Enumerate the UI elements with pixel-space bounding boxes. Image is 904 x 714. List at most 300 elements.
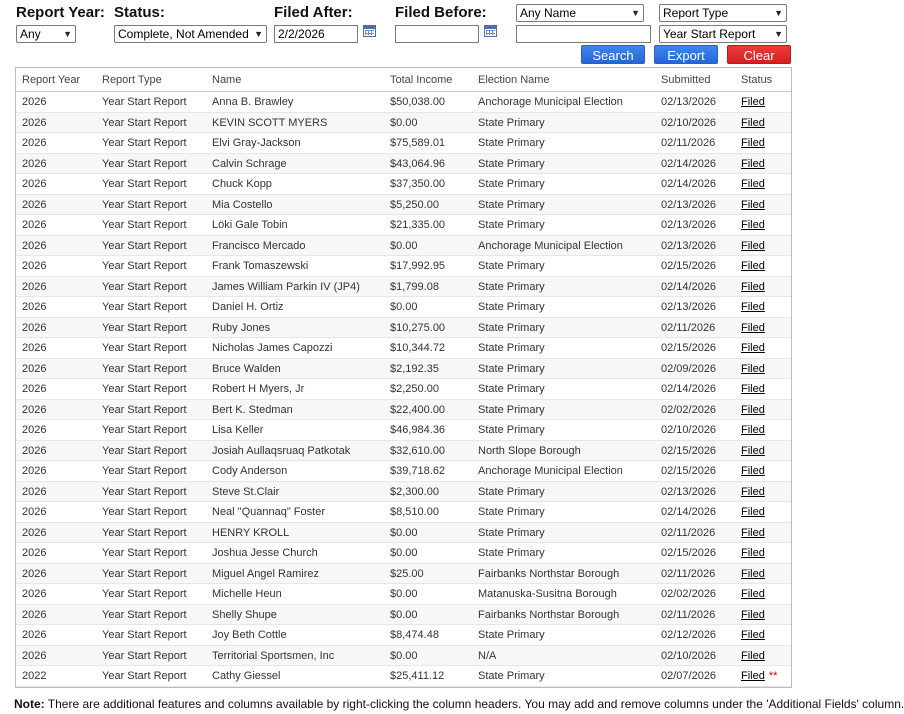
cell-submitted: 02/02/2026 — [661, 588, 717, 600]
cell-submitted: 02/15/2026 — [661, 465, 717, 477]
cell-report-type: Year Start Report — [102, 649, 187, 662]
cell-submitted: 02/13/2026 — [661, 485, 717, 498]
table-row[interactable] — [16, 400, 791, 421]
cell-status — [741, 174, 765, 194]
cell-total-income: $1,799.08 — [390, 280, 439, 293]
cell-submitted: 02/11/2026 — [661, 567, 716, 580]
cell-report-year: 2026 — [22, 178, 47, 190]
cell-submitted: 02/14/2026 — [661, 383, 717, 395]
cell-election-name: Anchorage Municipal Election — [478, 465, 623, 477]
cell-election-name: State Primary — [478, 157, 545, 170]
report-year-select[interactable] — [16, 25, 76, 43]
cell-submitted: 02/12/2026 — [661, 629, 717, 641]
cell-total-income: $0.00 — [390, 301, 418, 313]
table-row[interactable] — [16, 543, 791, 564]
status-link[interactable]: Filed — [741, 567, 765, 580]
cell-submitted: 02/10/2026 — [661, 649, 717, 662]
cell-report-year: 2026 — [22, 96, 47, 108]
status-link[interactable]: Filed — [741, 526, 765, 539]
cell-election-name: State Primary — [478, 260, 545, 272]
report-type-filter-select[interactable] — [659, 4, 787, 22]
table-row[interactable] — [16, 379, 791, 400]
cell-report-type: Year Start Report — [102, 547, 187, 559]
status-link[interactable]: Filed — [741, 465, 765, 477]
cell-total-income: $0.00 — [390, 649, 418, 662]
cell-total-income: $46,984.36 — [390, 424, 446, 436]
filed-before-calendar-icon[interactable] — [484, 25, 497, 37]
cell-report-type: Year Start Report — [102, 383, 187, 395]
cell-report-year: 2026 — [22, 485, 47, 498]
cell-report-type: Year Start Report — [102, 567, 187, 580]
cell-report-type: Year Start Report — [102, 137, 187, 149]
report-year-label: Report Year: — [16, 4, 105, 21]
cell-report-type: Year Start Report — [102, 588, 187, 600]
cell-report-year: 2026 — [22, 547, 47, 559]
cell-name: Bruce Walden — [212, 362, 281, 375]
table-row[interactable] — [16, 133, 791, 154]
cell-name: Neal "Quannaq" Foster — [212, 506, 325, 518]
status-link[interactable]: Filed — [741, 137, 765, 149]
note-label: Note: — [14, 697, 45, 711]
cell-election-name: State Primary — [478, 342, 545, 354]
cell-name: HENRY KROLL — [212, 526, 290, 539]
status-link[interactable]: Filed — [741, 198, 765, 211]
cell-total-income: $25,411.12 — [390, 670, 445, 682]
cell-report-type: Year Start Report — [102, 424, 187, 436]
cell-report-type: Year Start Report — [102, 403, 187, 416]
cell-report-year: 2026 — [22, 116, 47, 129]
table-row[interactable] — [16, 461, 791, 482]
cell-submitted: 02/13/2026 — [661, 239, 717, 252]
report-type-filter-select-value: Report Type — [663, 6, 729, 20]
table-row[interactable] — [16, 666, 791, 687]
cell-election-name: State Primary — [478, 219, 545, 231]
column-header-status[interactable]: Status — [741, 74, 773, 86]
cell-report-type: Year Start Report — [102, 608, 187, 621]
cell-election-name: State Primary — [478, 280, 545, 293]
cell-name: Territorial Sportsmen, Inc — [212, 649, 335, 662]
status-link[interactable]: Filed — [741, 280, 765, 293]
cell-total-income: $10,275.00 — [390, 321, 446, 334]
filed-before-label: Filed Before: — [395, 4, 487, 21]
cell-name: Shelly Shupe — [212, 608, 277, 621]
cell-election-name: State Primary — [478, 424, 545, 436]
results-grid — [15, 67, 792, 688]
cell-total-income: $0.00 — [390, 608, 418, 621]
cell-total-income: $17,992.95 — [390, 260, 446, 272]
cell-report-year: 2022 — [22, 670, 47, 682]
cell-name: Cathy Giessel — [212, 670, 281, 682]
chevron-down-icon: ▼ — [631, 8, 640, 18]
cell-status — [741, 277, 765, 297]
cell-total-income: $8,510.00 — [390, 506, 439, 518]
status-link[interactable]: Filed — [741, 506, 765, 518]
cell-status — [741, 195, 765, 215]
cell-report-type: Year Start Report — [102, 465, 187, 477]
cell-report-type: Year Start Report — [102, 321, 187, 334]
status-link[interactable]: Filed — [741, 670, 765, 682]
cell-election-name: State Primary — [478, 547, 545, 559]
cell-report-year: 2026 — [22, 629, 47, 641]
cell-name: Frank Tomaszewski — [212, 260, 309, 272]
cell-submitted: 02/11/2026 — [661, 137, 716, 149]
cell-report-year: 2026 — [22, 301, 47, 313]
status-link[interactable]: Filed — [741, 444, 765, 457]
note-text: There are additional features and columns available by right-clicking the column headers. You may add and remove columns under the 'Additional Fields' column. — [47, 697, 904, 711]
cell-submitted: 02/02/2026 — [661, 403, 717, 416]
cell-submitted: 02/11/2026 — [661, 526, 716, 539]
cell-name: Chuck Kopp — [212, 178, 272, 190]
column-header-name[interactable]: Name — [212, 74, 242, 86]
cell-name: Daniel H. Ortiz — [212, 301, 284, 313]
cell-submitted: 02/15/2026 — [661, 547, 717, 559]
cell-report-type: Year Start Report — [102, 219, 187, 231]
cell-report-year: 2026 — [22, 362, 47, 375]
cell-submitted: 02/07/2026 — [661, 670, 717, 682]
cell-total-income: $0.00 — [390, 588, 418, 600]
cell-submitted: 02/15/2026 — [661, 444, 717, 457]
table-row[interactable] — [16, 646, 791, 667]
report-type-select[interactable] — [659, 25, 787, 43]
cell-total-income: $39,718.62 — [390, 465, 446, 477]
cell-total-income: $0.00 — [390, 547, 418, 559]
cell-report-year: 2026 — [22, 403, 47, 416]
cell-report-year: 2026 — [22, 567, 47, 580]
cell-election-name: Anchorage Municipal Election — [478, 239, 623, 252]
cell-submitted: 02/11/2026 — [661, 608, 716, 621]
cell-election-name: State Primary — [478, 362, 545, 375]
amended-flag-marker: ** — [768, 670, 778, 682]
cell-report-year: 2026 — [22, 260, 47, 272]
status-link[interactable]: Filed — [741, 383, 765, 395]
cell-election-name: State Primary — [478, 485, 545, 498]
cell-status — [741, 482, 765, 502]
cell-total-income: $0.00 — [390, 239, 418, 252]
cell-report-year: 2026 — [22, 280, 47, 293]
cell-total-income: $5,250.00 — [390, 198, 439, 211]
table-row[interactable] — [16, 113, 791, 134]
cell-status — [741, 564, 765, 584]
cell-total-income: $75,589.01 — [390, 137, 446, 149]
status-link[interactable]: Filed — [741, 321, 765, 334]
cell-status — [741, 646, 765, 666]
cell-report-year: 2026 — [22, 649, 47, 662]
cell-submitted: 02/11/2026 — [661, 321, 716, 334]
status-link[interactable]: Filed — [741, 178, 765, 190]
filed-after-label: Filed After: — [274, 4, 353, 21]
cell-election-name: State Primary — [478, 116, 545, 129]
cell-status — [741, 461, 765, 481]
cell-election-name: State Primary — [478, 506, 545, 518]
table-row[interactable] — [16, 338, 791, 359]
cell-report-type: Year Start Report — [102, 178, 187, 190]
cell-submitted: 02/10/2026 — [661, 424, 717, 436]
cell-name: Robert H Myers, Jr — [212, 383, 305, 395]
cell-submitted: 02/15/2026 — [661, 260, 717, 272]
cell-total-income: $0.00 — [390, 116, 418, 129]
cell-total-income: $37,350.00 — [390, 178, 446, 190]
status-link[interactable]: Filed — [741, 301, 765, 313]
cell-name: Lisa Keller — [212, 424, 264, 436]
cell-report-type: Year Start Report — [102, 280, 187, 293]
cell-election-name: State Primary — [478, 403, 545, 416]
cell-election-name: State Primary — [478, 383, 545, 395]
cell-report-type: Year Start Report — [102, 362, 187, 375]
cell-status — [741, 400, 765, 420]
cell-report-year: 2026 — [22, 465, 47, 477]
chevron-down-icon: ▼ — [254, 29, 263, 39]
cell-report-type: Year Start Report — [102, 506, 187, 518]
filed-after-calendar-icon[interactable] — [363, 25, 376, 37]
cell-report-type: Year Start Report — [102, 342, 187, 354]
table-row[interactable] — [16, 625, 791, 646]
status-link[interactable]: Filed — [741, 362, 765, 375]
table-row[interactable] — [16, 256, 791, 277]
help-note — [14, 697, 904, 711]
column-header-report-year[interactable]: Report Year — [22, 74, 81, 86]
cell-status — [741, 543, 765, 563]
status-link[interactable]: Filed — [741, 96, 765, 108]
cell-total-income: $2,300.00 — [390, 485, 439, 498]
cell-total-income: $10,344.72 — [390, 342, 446, 354]
cell-status — [741, 359, 765, 379]
report-year-select-value: Any — [20, 27, 41, 41]
table-row[interactable] — [16, 359, 791, 380]
cell-election-name: Fairbanks Northstar Borough — [478, 608, 620, 621]
cell-report-year: 2026 — [22, 157, 47, 170]
cell-report-year: 2026 — [22, 219, 47, 231]
table-row[interactable] — [16, 92, 791, 113]
cell-name: Michelle Heun — [212, 588, 282, 600]
cell-report-type: Year Start Report — [102, 96, 187, 108]
status-link[interactable]: Filed — [741, 342, 765, 354]
cell-status — [741, 113, 765, 133]
cell-submitted: 02/13/2026 — [661, 96, 717, 108]
cell-name: Calvin Schrage — [212, 157, 287, 170]
cell-report-type: Year Start Report — [102, 157, 187, 170]
cell-status — [741, 256, 765, 276]
cell-status — [741, 154, 765, 174]
clear-button[interactable]: Clear — [727, 45, 791, 64]
cell-name: Bert K. Stedman — [212, 403, 293, 416]
cell-name: Miguel Angel Ramirez — [212, 567, 319, 580]
status-link[interactable]: Filed — [741, 157, 765, 170]
cell-status — [741, 297, 765, 317]
status-link[interactable]: Filed — [741, 547, 765, 559]
table-row[interactable] — [16, 215, 791, 236]
status-link[interactable]: Filed — [741, 424, 765, 436]
cell-status — [741, 666, 777, 686]
cell-status — [741, 625, 765, 645]
table-row[interactable] — [16, 605, 791, 626]
table-row[interactable] — [16, 502, 791, 523]
status-link[interactable]: Filed — [741, 260, 765, 272]
cell-status — [741, 338, 765, 358]
cell-status — [741, 420, 765, 440]
status-label: Status: — [114, 4, 165, 21]
cell-report-year: 2026 — [22, 342, 47, 354]
cell-status — [741, 584, 765, 604]
cell-name: Cody Anderson — [212, 465, 288, 477]
cell-report-year: 2026 — [22, 588, 47, 600]
name-search-input[interactable] — [516, 25, 651, 43]
cell-submitted: 02/10/2026 — [661, 116, 717, 129]
status-select-value: Complete, Not Amended — [118, 27, 249, 41]
cell-report-year: 2026 — [22, 424, 47, 436]
cell-report-type: Year Start Report — [102, 670, 187, 682]
name-filter-select[interactable] — [516, 4, 644, 22]
column-header-election-name[interactable]: Election Name — [478, 74, 550, 86]
cell-submitted: 02/13/2026 — [661, 219, 717, 231]
cell-report-year: 2026 — [22, 383, 47, 395]
cell-election-name: State Primary — [478, 526, 545, 539]
cell-status — [741, 441, 765, 461]
cell-report-type: Year Start Report — [102, 444, 187, 457]
chevron-down-icon: ▼ — [63, 29, 72, 39]
cell-name: Elvi Gray-Jackson — [212, 137, 301, 149]
table-row[interactable] — [16, 482, 791, 503]
cell-submitted: 02/13/2026 — [661, 301, 717, 313]
status-link[interactable]: Filed — [741, 649, 765, 662]
cell-election-name: State Primary — [478, 301, 545, 313]
cell-election-name: State Primary — [478, 629, 545, 641]
cell-name: Ruby Jones — [212, 321, 271, 334]
cell-submitted: 02/14/2026 — [661, 157, 717, 170]
cell-name: Francisco Mercado — [212, 239, 306, 252]
cell-report-year: 2026 — [22, 137, 47, 149]
cell-submitted: 02/15/2026 — [661, 342, 717, 354]
status-link[interactable]: Filed — [741, 239, 765, 252]
cell-report-year: 2026 — [22, 608, 47, 621]
cell-submitted: 02/14/2026 — [661, 178, 717, 190]
cell-election-name: State Primary — [478, 137, 545, 149]
cell-election-name: Matanuska-Susitna Borough — [478, 588, 617, 600]
cell-report-year: 2026 — [22, 506, 47, 518]
cell-election-name: Fairbanks Northstar Borough — [478, 567, 620, 580]
name-filter-select-value: Any Name — [520, 6, 577, 20]
cell-name: KEVIN SCOTT MYERS — [212, 116, 328, 129]
table-row[interactable] — [16, 420, 791, 441]
table-row[interactable] — [16, 277, 791, 298]
status-link[interactable]: Filed — [741, 629, 765, 641]
cell-election-name: Anchorage Municipal Election — [478, 96, 623, 108]
cell-status — [741, 502, 765, 522]
column-header-report-type[interactable]: Report Type — [102, 74, 162, 86]
report-type-select-value: Year Start Report — [663, 27, 756, 41]
table-row[interactable] — [16, 236, 791, 257]
cell-total-income: $2,250.00 — [390, 383, 439, 395]
cell-report-type: Year Start Report — [102, 301, 187, 313]
cell-report-type: Year Start Report — [102, 116, 187, 129]
status-link[interactable]: Filed — [741, 588, 765, 600]
column-header-total-income[interactable]: Total Income — [390, 74, 453, 86]
cell-total-income: $25.00 — [390, 567, 424, 580]
cell-name: Mia Costello — [212, 198, 273, 211]
table-row[interactable] — [16, 584, 791, 605]
cell-election-name: North Slope Borough — [478, 444, 581, 457]
cell-submitted: 02/14/2026 — [661, 506, 717, 518]
cell-name: Anna B. Brawley — [212, 96, 294, 108]
cell-name: Steve St.Clair — [212, 485, 280, 498]
status-link[interactable]: Filed — [741, 403, 765, 416]
status-link[interactable]: Filed — [741, 116, 765, 129]
cell-report-type: Year Start Report — [102, 239, 187, 252]
cell-total-income: $8,474.48 — [390, 629, 439, 641]
cell-status — [741, 133, 765, 153]
cell-report-year: 2026 — [22, 239, 47, 252]
cell-election-name: State Primary — [478, 198, 545, 211]
cell-submitted: 02/13/2026 — [661, 198, 717, 211]
filed-before-input[interactable] — [395, 25, 479, 43]
cell-report-year: 2026 — [22, 526, 47, 539]
cell-election-name: State Primary — [478, 178, 545, 190]
status-link[interactable]: Filed — [741, 608, 765, 621]
grid-header-row — [16, 68, 791, 92]
cell-report-year: 2026 — [22, 444, 47, 457]
search-button[interactable]: Search — [581, 45, 645, 64]
status-link[interactable]: Filed — [741, 219, 765, 231]
filter-bar — [0, 0, 800, 66]
cell-status — [741, 318, 765, 338]
export-button[interactable]: Export — [654, 45, 718, 64]
status-link[interactable]: Filed — [741, 485, 765, 498]
grid-body — [16, 92, 791, 687]
cell-report-type: Year Start Report — [102, 629, 187, 641]
cell-report-type: Year Start Report — [102, 260, 187, 272]
cell-report-year: 2026 — [22, 321, 47, 334]
cell-report-type: Year Start Report — [102, 198, 187, 211]
cell-status — [741, 379, 765, 399]
filed-after-input[interactable]: 2/2/2026 — [274, 25, 358, 43]
cell-report-type: Year Start Report — [102, 526, 187, 539]
table-row[interactable] — [16, 195, 791, 216]
cell-total-income: $21,335.00 — [390, 219, 446, 231]
table-row[interactable] — [16, 441, 791, 462]
cell-election-name: State Primary — [478, 321, 545, 334]
cell-election-name: State Primary — [478, 670, 545, 682]
cell-name: Löki Gale Tobin — [212, 219, 288, 231]
table-row[interactable] — [16, 318, 791, 339]
cell-total-income: $0.00 — [390, 526, 418, 539]
cell-report-year: 2026 — [22, 198, 47, 211]
cell-name: Nicholas James Capozzi — [212, 342, 333, 354]
table-row[interactable] — [16, 154, 791, 175]
cell-submitted: 02/09/2026 — [661, 362, 717, 375]
chevron-down-icon: ▼ — [774, 8, 783, 18]
cell-submitted: 02/14/2026 — [661, 280, 717, 293]
status-select[interactable] — [114, 25, 267, 43]
cell-status — [741, 236, 765, 256]
cell-name: Josiah Aullaqsruaq Patkotak — [212, 444, 351, 457]
cell-total-income: $43,064.96 — [390, 157, 446, 170]
table-row[interactable] — [16, 174, 791, 195]
cell-name: Joy Beth Cottle — [212, 629, 287, 641]
table-row[interactable] — [16, 564, 791, 585]
cell-status — [741, 215, 765, 235]
cell-total-income: $2,192.35 — [390, 362, 439, 375]
cell-total-income: $22,400.00 — [390, 403, 446, 416]
table-row[interactable] — [16, 523, 791, 544]
cell-status — [741, 92, 765, 112]
cell-total-income: $50,038.00 — [390, 96, 446, 108]
cell-total-income: $32,610.00 — [390, 444, 446, 457]
cell-status — [741, 605, 765, 625]
table-row[interactable] — [16, 297, 791, 318]
column-header-submitted[interactable]: Submitted — [661, 74, 711, 86]
cell-status — [741, 523, 765, 543]
cell-name: Joshua Jesse Church — [212, 547, 318, 559]
cell-name: James William Parkin IV (JP4) — [212, 280, 360, 293]
